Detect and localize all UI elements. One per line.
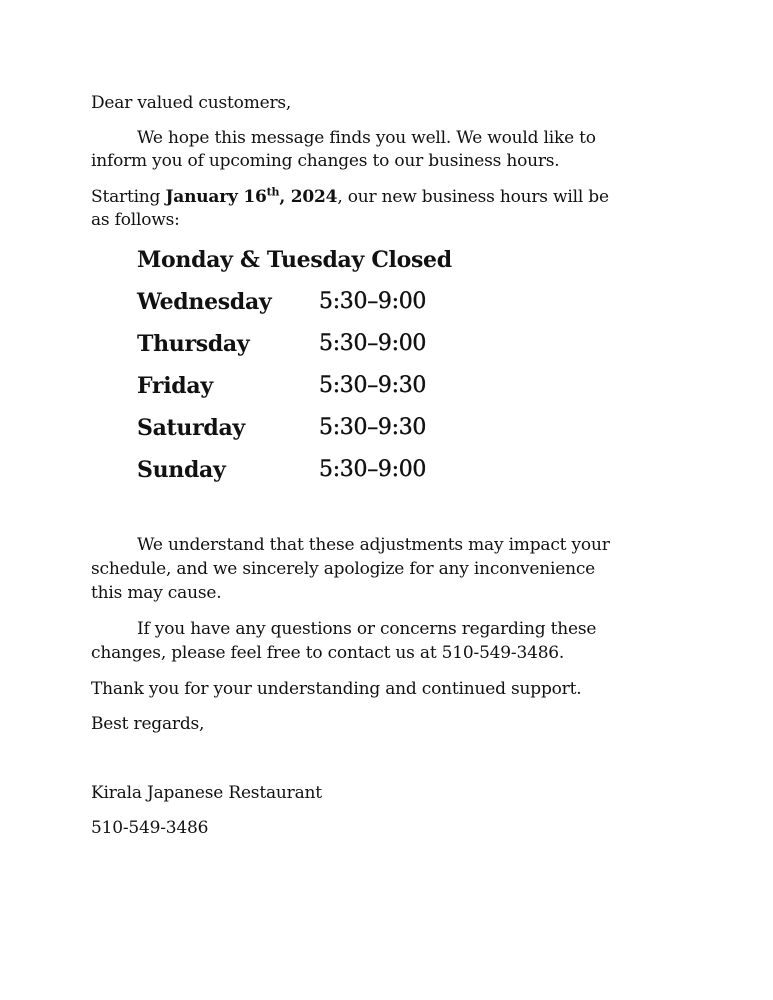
hours-day: Saturday bbox=[137, 415, 245, 441]
apology-line-2: schedule, and we sincerely apologize for any inconvenience bbox=[91, 559, 596, 579]
hours-day: Wednesday bbox=[137, 289, 272, 315]
signature-name: Kirala Japanese Restaurant bbox=[91, 783, 322, 803]
hours-row bbox=[137, 414, 427, 442]
hours-row bbox=[137, 330, 427, 358]
contact-line-1: If you have any questions or concerns regarding these bbox=[137, 619, 597, 639]
greeting: Dear valued customers, bbox=[91, 93, 292, 113]
hours-time: 5:30–9:00 bbox=[319, 331, 427, 356]
hours-day: Sunday bbox=[137, 457, 226, 483]
start-prefix: Starting bbox=[91, 187, 166, 207]
start-date-line bbox=[91, 186, 691, 208]
hours-day: Thursday bbox=[137, 331, 250, 357]
start-date bbox=[165, 187, 337, 207]
start-date-ordinal: th bbox=[266, 185, 280, 199]
intro-line-1: We hope this message finds you well. We would like to bbox=[137, 128, 596, 148]
start-month-day: January 16 bbox=[165, 187, 267, 207]
hours-time: 5:30–9:30 bbox=[319, 373, 427, 398]
hours-row bbox=[137, 456, 427, 484]
closing: Best regards, bbox=[91, 714, 205, 734]
hours-time: 5:30–9:30 bbox=[319, 415, 427, 440]
start-line-2: as follows: bbox=[91, 210, 180, 230]
hours-day: Friday bbox=[137, 373, 213, 399]
hours-row bbox=[137, 372, 427, 400]
hours-row bbox=[137, 288, 427, 316]
closed-days: Monday & Tuesday Closed bbox=[137, 247, 452, 273]
apology-line-1: We understand that these adjustments may impact your bbox=[137, 535, 610, 555]
intro-line-2: inform you of upcoming changes to our business hours. bbox=[91, 151, 560, 171]
hours-time: 5:30–9:00 bbox=[319, 457, 427, 482]
contact-line-2: changes, please feel free to contact us at 510-549-3486. bbox=[91, 643, 565, 663]
apology-line-3: this may cause. bbox=[91, 583, 222, 603]
start-year: , 2024 bbox=[279, 187, 338, 207]
thanks-line: Thank you for your understanding and continued support. bbox=[91, 679, 582, 699]
hours-time: 5:30–9:00 bbox=[319, 289, 427, 314]
signature-phone: 510-549-3486 bbox=[91, 818, 209, 838]
start-suffix: , our new business hours will be bbox=[337, 187, 609, 207]
